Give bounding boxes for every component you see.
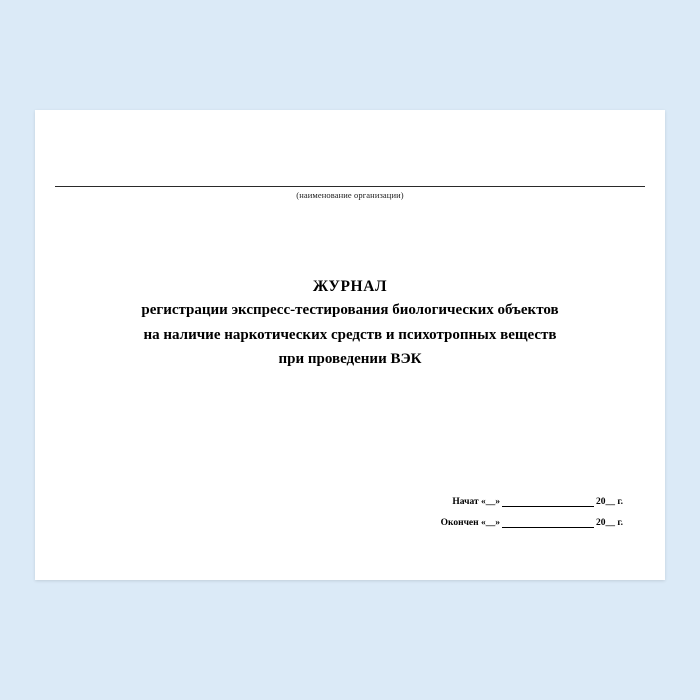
end-date-label: Окончен «__»: [440, 518, 500, 528]
start-date-blank: [502, 497, 594, 507]
end-date-blank: [502, 518, 594, 528]
title-block: [60, 275, 640, 371]
document-subtitle-line-1: регистрации экспресс-тестирования биологических объектов: [141, 302, 559, 319]
date-fields-block: [441, 497, 623, 528]
document-subtitle-line-2: на наличие наркотических средств и психотропных веществ: [143, 326, 557, 343]
document-page: [35, 110, 665, 580]
start-date-label: Начат «__»: [452, 497, 500, 507]
end-date-year: 20__ г.: [596, 518, 623, 528]
document-title: ЖУРНАЛ: [312, 278, 388, 295]
organization-name-block: [55, 186, 645, 200]
organization-name-caption: (наименование организации): [296, 190, 404, 200]
document-subtitle-line-3: при проведении ВЭК: [278, 350, 422, 367]
start-date-row: [441, 497, 623, 507]
end-date-row: [441, 518, 623, 528]
organization-name-rule: [55, 186, 645, 187]
start-date-year: 20__ г.: [596, 497, 623, 507]
